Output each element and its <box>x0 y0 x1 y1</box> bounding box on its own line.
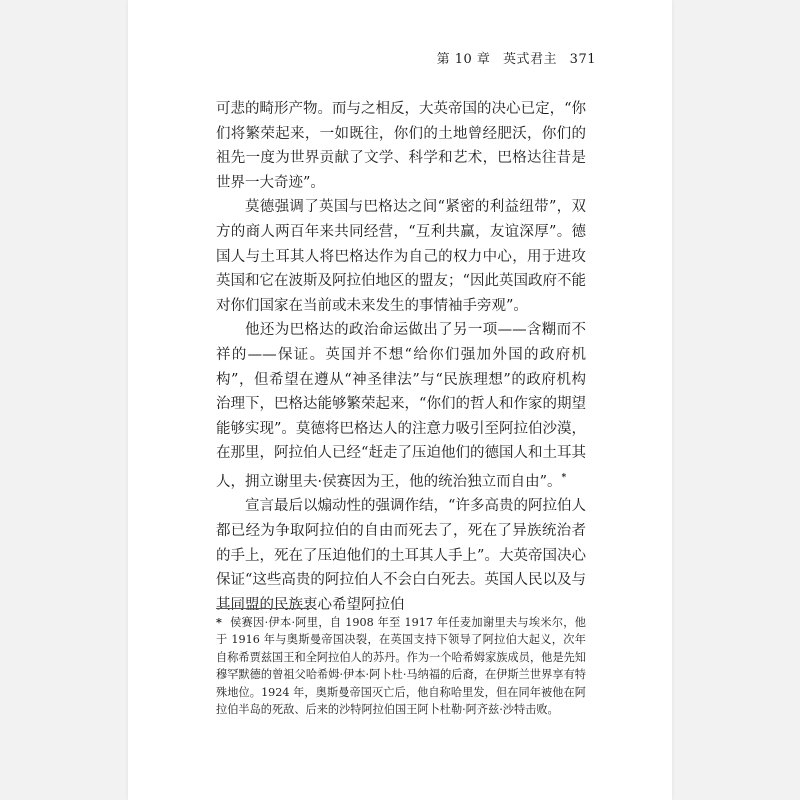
footnote <box>216 614 586 718</box>
paragraph-3-text: 他还为巴格达的政治命运做出了另一项——含糊而不祥的——保证。英国并不想“给你们强加外国的政府机构”，但希望在遵从“神圣律法”与“民族理想”的政府机构治理下，巴格达能够繁荣起来，“你们的哲人和作家的期望能够实现”。莫德将巴格达人的注意力吸引至阿拉伯沙漠，在那里，阿拉伯人已经“赶走了压迫他们的德国人和土耳其人，拥立谢里夫·侯赛因为王，他的统治独立而自由”。 <box>216 322 586 490</box>
footnote-divider <box>216 608 312 609</box>
page-number: 371 <box>569 52 596 67</box>
paragraph-4: 宣言最后以煽动性的强调作结，“许多高贵的阿拉伯人都已经为争取阿拉伯的自由而死去了，死在了异族统治者的手上，死在了压迫他们的土耳其人手上”。大英帝国决心保证“这些高贵的阿拉伯人不会白白死去。英国人民以及与其同盟的民族衷心希望阿拉伯 <box>216 498 586 613</box>
paragraph-2: 莫德强调了英国与巴格达之间“紧密的利益纽带”，双方的商人两百年来共同经营，“互利共赢，友谊深厚”。德国人与土耳其人将巴格达作为自己的权力中心，用于进攻英国和它在波斯及阿拉伯地区的盟友；“因此英国政府不能对你们国家在当前或未来发生的事情袖手旁观”。 <box>216 199 586 314</box>
footnote-text: 侯赛因·伊本·阿里，自 1908 年至 1917 年任麦加谢里夫与埃米尔，他于 1916 年与奥斯曼帝国决裂，在英国支持下领导了阿拉伯大起义，次年自称希贾兹国王和全阿拉伯人的苏丹。作为一个哈希姆家族成员，他是先知穆罕默德的曾祖父哈希姆·伊本·阿卜杜·马纳福的后裔，在伊斯兰世界享有特殊地位。1924 年，奥斯曼帝国灭亡后，他自称哈里发，但在同年被他在阿拉伯半岛的死敌、后来的沙特阿拉伯国王阿卜杜勒·阿齐兹·沙特击败。 <box>216 616 586 717</box>
body-text <box>216 97 586 617</box>
chapter-title: 英式君主 <box>503 52 558 67</box>
footnote-reference-mark[interactable]: * <box>561 472 567 483</box>
running-header <box>429 48 596 67</box>
paragraph-3 <box>216 318 586 494</box>
paragraph-1: 可悲的畸形产物。而与之相反，大英帝国的决心已定，“你们将繁荣起来，一如既往，你们的土地曾经肥沃，你们的祖先一度为世界贡献了文学、科学和艺术，巴格达往昔是世界一大奇迹”。 <box>216 101 586 191</box>
book-page <box>128 0 672 800</box>
footnote-marker: * <box>216 615 222 629</box>
chapter-number: 第 10 章 <box>436 52 491 67</box>
